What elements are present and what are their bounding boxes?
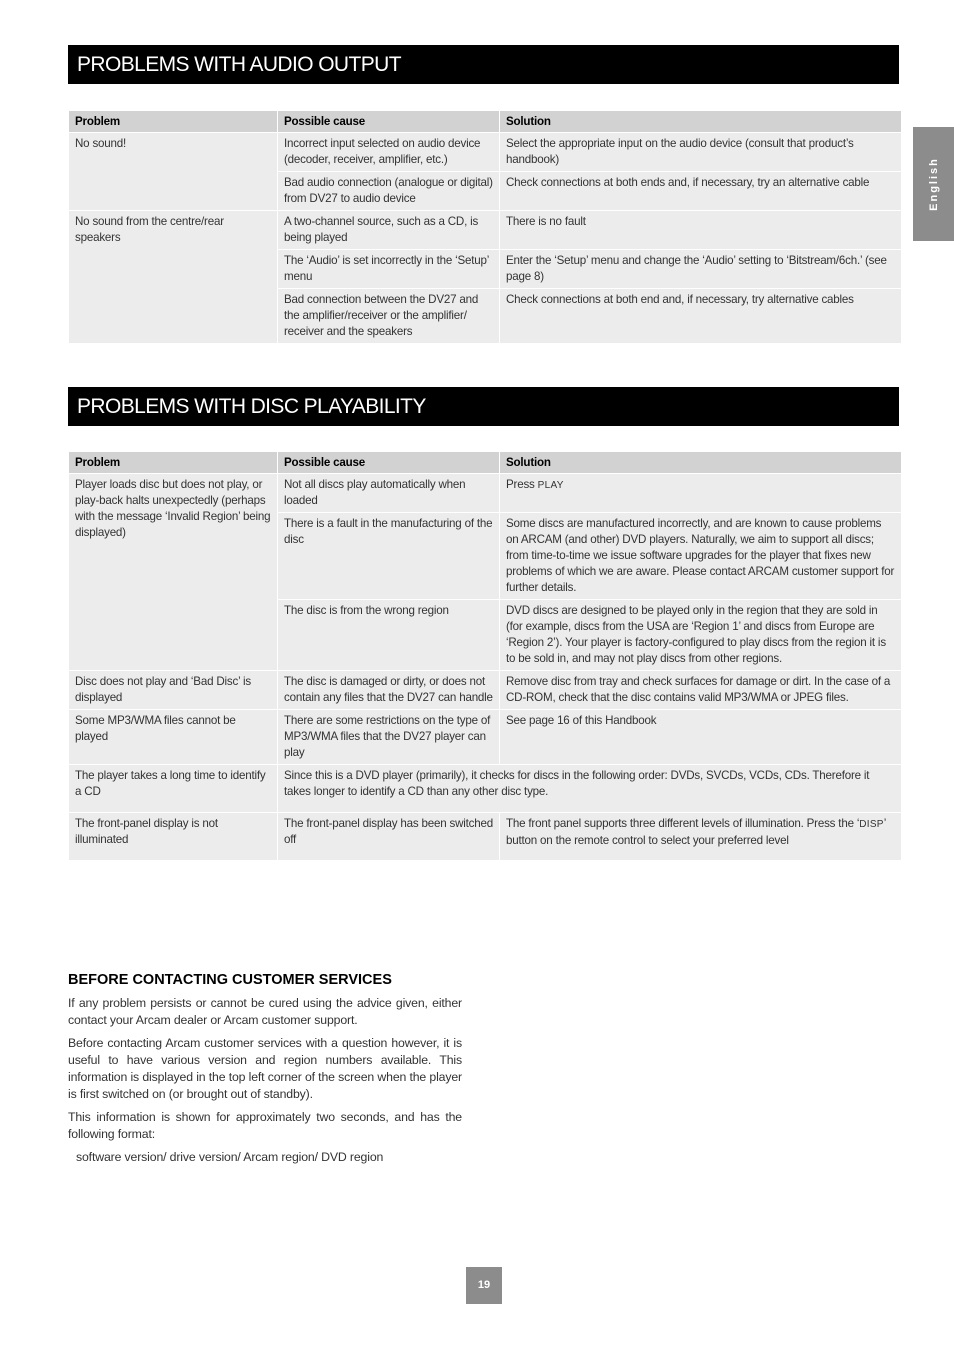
cause-cell: A two-channel source, such as a CD, is being played [278,211,499,249]
solution-cell: Check connections at both end and, if necessary, try alternative cables [500,289,901,343]
solution-cell: Select the appropriate input on the audio device (consult that product’s handbook) [500,133,901,171]
table-row [69,133,901,171]
solution-cell: Enter the ‘Setup’ menu and change the ‘Audio’ setting to ‘Bitstream/6ch.’ (see page 8) [500,250,901,288]
solution-cell: See page 16 of this Handbook [500,710,901,764]
version-format-line: software version/ drive version/ Arcam region/ DVD region [76,1150,384,1164]
column-header-problem: Problem [69,111,277,132]
language-tab-label: English [927,157,940,211]
cause-cell: The ‘Audio’ is set incorrectly in the ‘Setup’ menu [278,250,499,288]
audio-section-heading: PROBLEMS WITH AUDIO OUTPUT [68,45,899,84]
table-row [69,765,901,812]
customer-services-section [68,972,462,1172]
page-number: 19 [466,1267,502,1304]
customer-services-paragraph: If any problem persists or cannot be cured using the advice given, either contact your Arcam dealer or Arcam customer support. [68,996,462,1027]
table-row [69,813,901,860]
solution-cell: There is no fault [500,211,901,249]
problem-cell: Disc does not play and ‘Bad Disc’ is displayed [69,671,277,709]
table-row [69,710,901,764]
cause-cell: Not all discs play automatically when loaded [278,474,499,512]
solution-cell [500,474,901,512]
cause-cell: The disc is damaged or dirty, or does not contain any files that the DV27 can handle [278,671,499,709]
table-row [69,474,901,512]
problem-cell: No sound! [69,133,277,210]
cause-cell: Bad connection between the DV27 and the amplifier/receiver or the amplifier/ receiver and the speakers [278,289,499,343]
language-tab[interactable] [913,127,954,241]
customer-services-paragraph: This information is shown for approximately two seconds, and has the following format: [68,1110,462,1141]
solution-text: ’ button on the remote control to select your preferred level [506,817,886,847]
column-header-problem: Problem [69,452,277,473]
table-row [69,671,901,709]
problem-cell: Player loads disc but does not play, or play-back halts unexpectedly (perhaps with the message ‘Invalid Region’ being displayed) [69,474,277,670]
problem-cell: Some MP3/WMA files cannot be played [69,710,277,764]
column-header-cause: Possible cause [278,452,499,473]
play-key-label: PLAY [537,480,564,491]
solution-text: Press [506,478,538,491]
solution-cell: Check connections at both ends and, if necessary, try an alternative cable [500,172,901,210]
audio-troubleshooting-table [68,110,902,344]
solution-text: The front panel supports three different levels of illumination. Press the ‘ [506,817,860,830]
customer-services-paragraph: Before contacting Arcam customer services with a question however, it is useful to have various version and region numbers available. This information is displayed in the top left corner of the screen when the player is first switched on (or brought out of standby). [68,1036,462,1101]
column-header-solution: Solution [500,452,901,473]
column-header-cause: Possible cause [278,111,499,132]
merged-cause-solution-cell: Since this is a DVD player (primarily), it checks for discs in the following order: DVDs, SVCDs, VCDs, CDs. Therefore it takes longer to identify a CD than any other disc type. [278,765,901,812]
cause-cell: The disc is from the wrong region [278,600,499,670]
cause-cell: There is a fault in the manufacturing of the disc [278,513,499,599]
table-header-row [69,111,901,132]
disc-section-heading: PROBLEMS WITH DISC PLAYABILITY [68,387,899,426]
customer-services-heading: BEFORE CONTACTING CUSTOMER SERVICES [68,972,392,988]
column-header-solution: Solution [500,111,901,132]
problem-cell: The front-panel display is not illuminated [69,813,277,860]
cause-cell: The front-panel display has been switched off [278,813,499,860]
solution-cell: Remove disc from tray and check surfaces for damage or dirt. In the case of a CD-ROM, check that the disc contains valid MP3/WMA or JPEG files. [500,671,901,709]
disc-troubleshooting-table [68,451,902,861]
solution-cell: DVD discs are designed to be played only in the region that they are sold in (for example, discs from the USA are ‘Region 1’ and discs from Europe are ‘Region 2’). Your player is factory-configured to play discs from the region it is to be sold in, and may not play discs from other regions. [500,600,901,670]
problem-cell: No sound from the centre/rear speakers [69,211,277,343]
problem-cell: The player takes a long time to identify a CD [69,765,277,812]
cause-cell: Incorrect input selected on audio device (decoder, receiver, amplifier, etc.) [278,133,499,171]
cause-cell: Bad audio connection (analogue or digital) from DV27 to audio device [278,172,499,210]
disp-key-label: DISP [859,819,884,830]
solution-cell [500,813,901,860]
table-row [69,211,901,249]
cause-cell: There are some restrictions on the type of MP3/WMA files that the DV27 player can play [278,710,499,764]
table-header-row [69,452,901,473]
solution-cell: Some discs are manufactured incorrectly, and are known to cause problems on ARCAM (and other) DVD players. Naturally, we aim to support all discs; from time-to-time we issue software upgrades for the player that fixes new problems of which we are aware. Please contact ARCAM customer support for further details. [500,513,901,599]
